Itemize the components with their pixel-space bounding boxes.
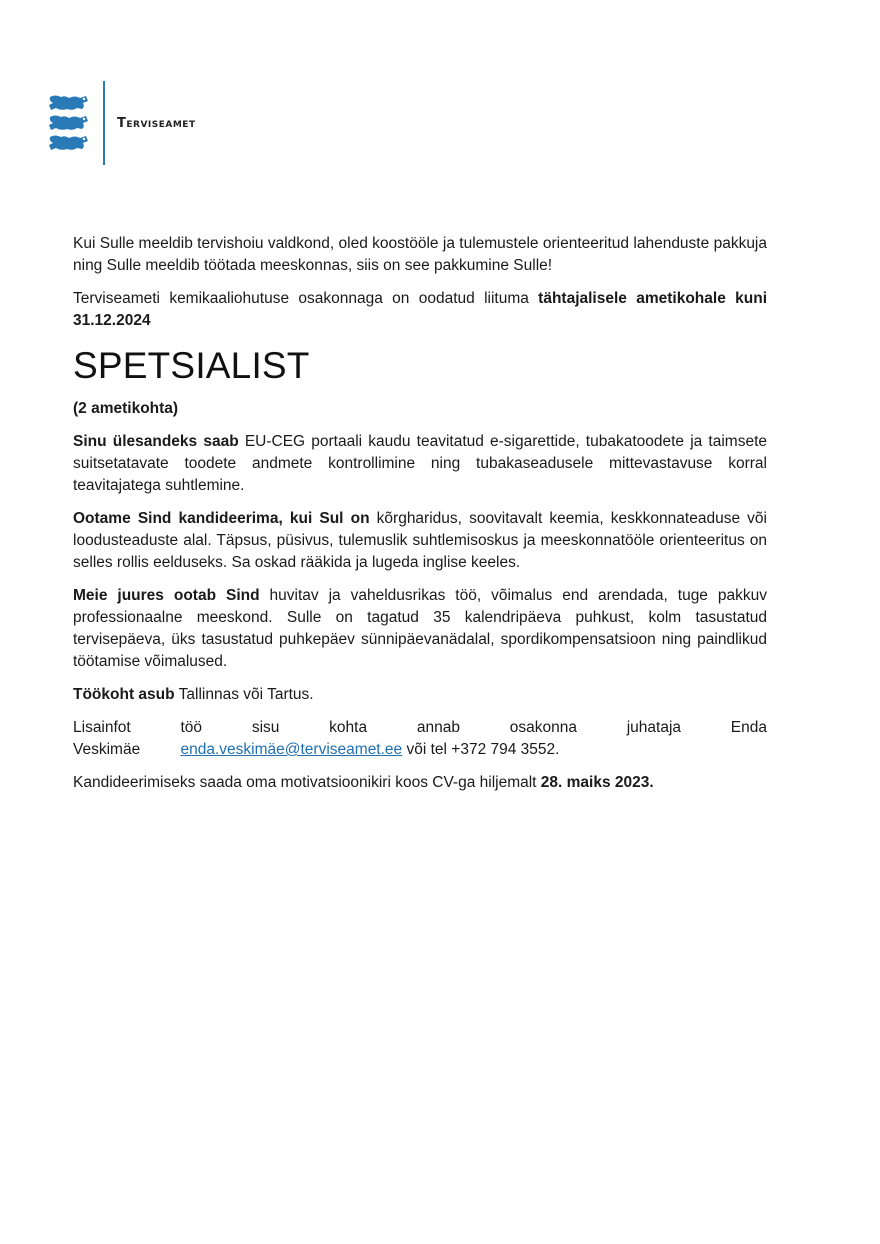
location-text: Tallinnas või Tartus. [174,686,314,703]
tasks-text: EU-CEG portaali kaudu teavitatud e-sigarettide, tubakatoodete ja taimsete suitsetatavate toodete andmete kontrollimine ning tubakaseadusele mittevastavuse korral teavitajatega suhtlemine. [73,433,767,494]
offer-heading: Meie juures ootab Sind [73,587,260,604]
tasks-heading: Sinu ülesandeks saab [73,433,239,450]
apply-text: Kandideerimiseks saada oma motivatsioonikiri koos CV-ga hiljemalt [73,774,541,791]
positions-count: (2 ametikohta) [73,400,179,417]
contact-phone: või tel +372 794 3552. [402,741,560,758]
tasks-paragraph [73,431,767,497]
offer-text: huvitav ja vaheldusrikas töö, võimalus end arendada, tuge pakkuv professionaalne meeskond. Sulle on tagatud 35 kalendripäeva puhkust, kolm tasustatud tervisepäeva, üks tasustatud puhkepäev sünnipäevanädalal, spordikompensatsioon ning paindlikud töötamise võimalused. [73,587,767,670]
location-heading: Töökoht asub [73,686,175,703]
department-text: Terviseameti kemikaaliohutuse osakonnaga on oodatud liituma [73,290,539,307]
job-posting [73,233,767,805]
job-title: SPETSIALIST [73,345,310,386]
intro-paragraph: Kui Sulle meeldib tervishoiu valdkond, oled koostööle ja tulemustele orienteeritud lahenduste pakkuja ning Sulle meeldib töötada meeskonnas, siis on see pakkumine Sulle! [73,235,767,274]
logo-wordmark [117,116,196,131]
requirements-text: kõrgharidus, soovitavalt keemia, keskkonnateaduse või loodusteaduste alal. Täpsus, püsivus, tulemuslik suhtlemisoskus ja meeskonnatööle orienteeritus on selles rollis eelduseks. Sa oskad rääkida ja lugeda inglise keeles. [73,510,767,571]
location-paragraph [73,684,767,706]
requirements-paragraph [73,508,767,574]
logo-text: Terviseamet [117,116,196,131]
offer-paragraph [73,585,767,673]
logo-divider [103,81,105,165]
contact-email-link[interactable]: enda.veskimäe@terviseamet.ee [180,741,403,758]
apply-paragraph [73,772,767,794]
contact-paragraph [73,717,767,761]
apply-deadline: 28. maiks 2023. [540,774,654,791]
department-paragraph [73,288,767,332]
department-term: tähtajalisele ametikohale kuni 31.12.2024 [73,290,767,329]
contact-text: Lisainfot töö sisu kohta annab osakonna juhataja Enda Veskimäe [73,719,767,758]
three-lions-emblem-icon [47,93,91,153]
requirements-heading: Ootame Sind kandideerima, kui Sul on [73,510,370,527]
